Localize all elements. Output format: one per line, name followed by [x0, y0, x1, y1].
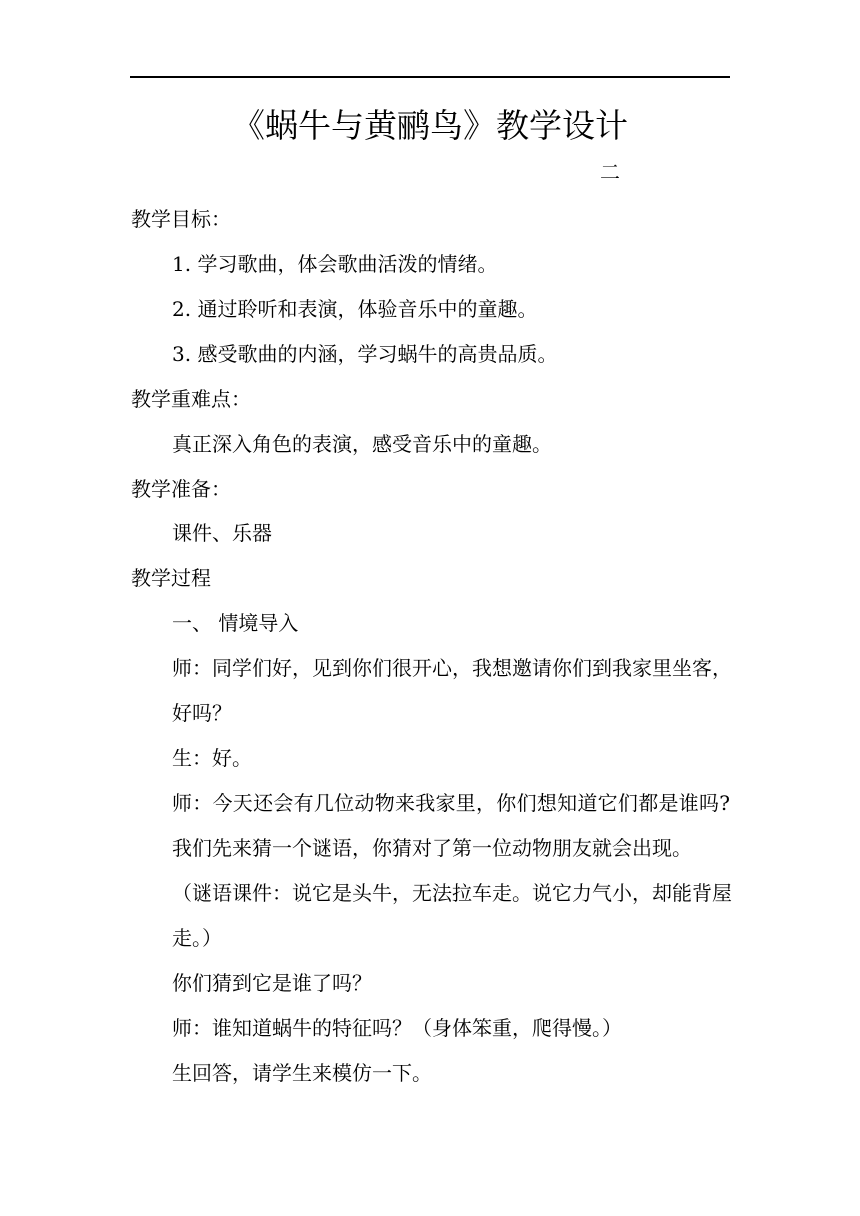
preparation-text: 课件、乐器: [172, 521, 272, 545]
process-heading: 教学过程: [131, 566, 211, 590]
objective-item: 3. 感受歌曲的内涵，学习蜗牛的高贵品质。: [172, 342, 558, 366]
paragraph-line: （谜语课件：说它是头牛，无法拉车走。说它力气小，却能背屋: [172, 881, 732, 905]
objective-item: 1. 学习歌曲，体会歌曲活泼的情绪。: [172, 252, 498, 276]
objectives-heading: 教学目标：: [131, 207, 231, 231]
preparation-heading: 教学准备：: [131, 477, 231, 501]
paragraph-line: 生回答，请学生来模仿一下。: [172, 1061, 432, 1085]
author-name: 二: [600, 160, 620, 184]
section-heading: 一、 情境导入: [172, 611, 299, 635]
paragraph-line: 生：好。: [172, 746, 252, 770]
key-points-text: 真正深入角色的表演，感受音乐中的童趣。: [172, 432, 552, 456]
paragraph-line: 师：谁知道蜗牛的特征吗？（身体笨重，爬得慢。）: [172, 1016, 622, 1040]
paragraph-line: 走。）: [172, 926, 222, 950]
key-points-heading: 教学重难点：: [131, 387, 251, 411]
paragraph-line: 我们先来猜一个谜语，你猜对了第一位动物朋友就会出现。: [172, 836, 692, 860]
paragraph-line: 好吗？: [172, 701, 232, 725]
paragraph-line: 师：同学们好，见到你们很开心，我想邀请你们到我家里坐客，: [172, 656, 732, 680]
paragraph-line: 师：今天还会有几位动物来我家里，你们想知道它们都是谁吗?: [172, 791, 730, 815]
document-title: 《蜗牛与黄鹂鸟》教学设计: [232, 106, 628, 145]
paragraph-line: 你们猜到它是谁了吗？: [172, 971, 372, 995]
header-rule: [130, 76, 730, 78]
objective-item: 2. 通过聆听和表演，体验音乐中的童趣。: [172, 297, 538, 321]
